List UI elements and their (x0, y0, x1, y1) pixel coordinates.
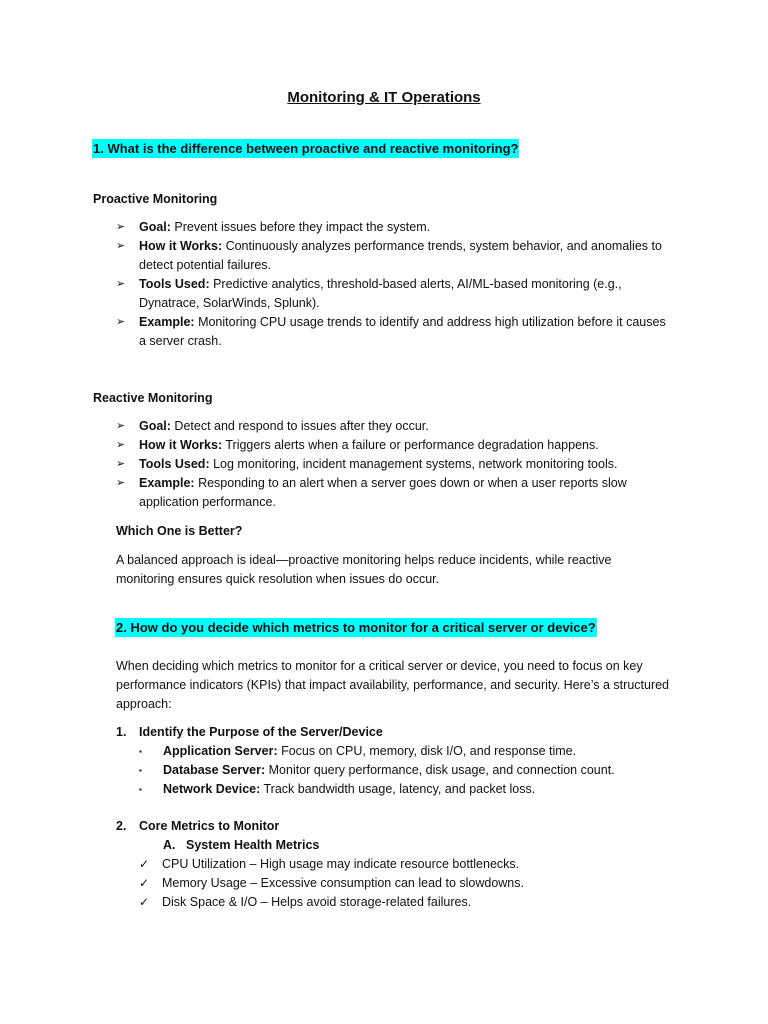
arrow-bullet-icon: ➢ (116, 278, 126, 290)
step-2a-heading: A. System Health Metrics (163, 838, 320, 852)
question-2-intro: When deciding which metrics to monitor for a critical server or device, you need to focus on key performance indicators (KPIs) that impact availability, performance, and security. Here’s a structured approach: (116, 659, 670, 711)
reactive-heading: Reactive Monitoring (93, 391, 213, 405)
list-item: ➢ Goal: Detect and respond to issues after they occur. (116, 417, 676, 436)
list-item: ➢ Goal: Prevent issues before they impact the system. (116, 218, 676, 237)
list-item: ✓ CPU Utilization – High usage may indicate resource bottlenecks. (139, 855, 679, 874)
proactive-list (116, 218, 676, 351)
reactive-list (116, 417, 676, 512)
arrow-bullet-icon: ➢ (116, 458, 126, 470)
list-item: ➢ Tools Used: Predictive analytics, threshold-based alerts, AI/ML-based monitoring (e.g., Dynatrace, SolarWinds, Splunk). (116, 277, 622, 310)
square-bullet-icon: ▪ (139, 785, 142, 794)
arrow-bullet-icon: ➢ (116, 240, 126, 252)
list-item: ✓ Memory Usage – Excessive consumption can lead to slowdowns. (139, 874, 679, 893)
list-item: ▪ Network Device: Track bandwidth usage, latency, and packet loss. (139, 780, 679, 799)
which-better-heading: Which One is Better? (116, 524, 243, 538)
square-bullet-icon: ▪ (139, 747, 142, 756)
list-item: ➢ Example: Monitoring CPU usage trends to identify and address high utilization before it causes a server crash. (116, 315, 666, 348)
question-2-heading: 2. How do you decide which metrics to monitor for a critical server or device? (116, 620, 596, 635)
step-2a-list (139, 855, 679, 912)
list-item: ➢ Example: Responding to an alert when a server goes down or when a user reports slow application performance. (116, 476, 627, 509)
proactive-heading: Proactive Monitoring (93, 192, 218, 206)
step-2-heading: 2. Core Metrics to Monitor (116, 819, 280, 833)
step-1-heading: 1. Identify the Purpose of the Server/Device (116, 725, 383, 739)
list-item: ➢ Tools Used: Log monitoring, incident management systems, network monitoring tools. (116, 455, 676, 474)
arrow-bullet-icon: ➢ (116, 221, 126, 233)
list-item: ➢ How it Works: Continuously analyzes performance trends, system behavior, and anomalies to detect potential failures. (116, 239, 662, 272)
checkmark-icon: ✓ (139, 876, 150, 890)
list-item: ▪ Database Server: Monitor query performance, disk usage, and connection count. (139, 761, 679, 780)
list-item: ➢ How it Works: Triggers alerts when a failure or performance degradation happens. (116, 436, 676, 455)
list-item: ▪ Application Server: Focus on CPU, memory, disk I/O, and response time. (139, 742, 679, 761)
step-1-list (139, 742, 679, 799)
arrow-bullet-icon: ➢ (116, 420, 126, 432)
checkmark-icon: ✓ (139, 895, 150, 909)
arrow-bullet-icon: ➢ (116, 477, 126, 489)
arrow-bullet-icon: ➢ (116, 316, 126, 328)
which-better-text: A balanced approach is ideal—proactive monitoring helps reduce incidents, while reactive monitoring ensures quick resolution when issues do occur. (116, 553, 612, 586)
page-title: Monitoring & IT Operations (287, 89, 481, 106)
list-item: ✓ Disk Space & I/O – Helps avoid storage-related failures. (139, 893, 679, 912)
checkmark-icon: ✓ (139, 857, 150, 871)
question-1-heading: 1. What is the difference between proactive and reactive monitoring? (93, 141, 519, 156)
arrow-bullet-icon: ➢ (116, 439, 126, 451)
square-bullet-icon: ▪ (139, 766, 142, 775)
